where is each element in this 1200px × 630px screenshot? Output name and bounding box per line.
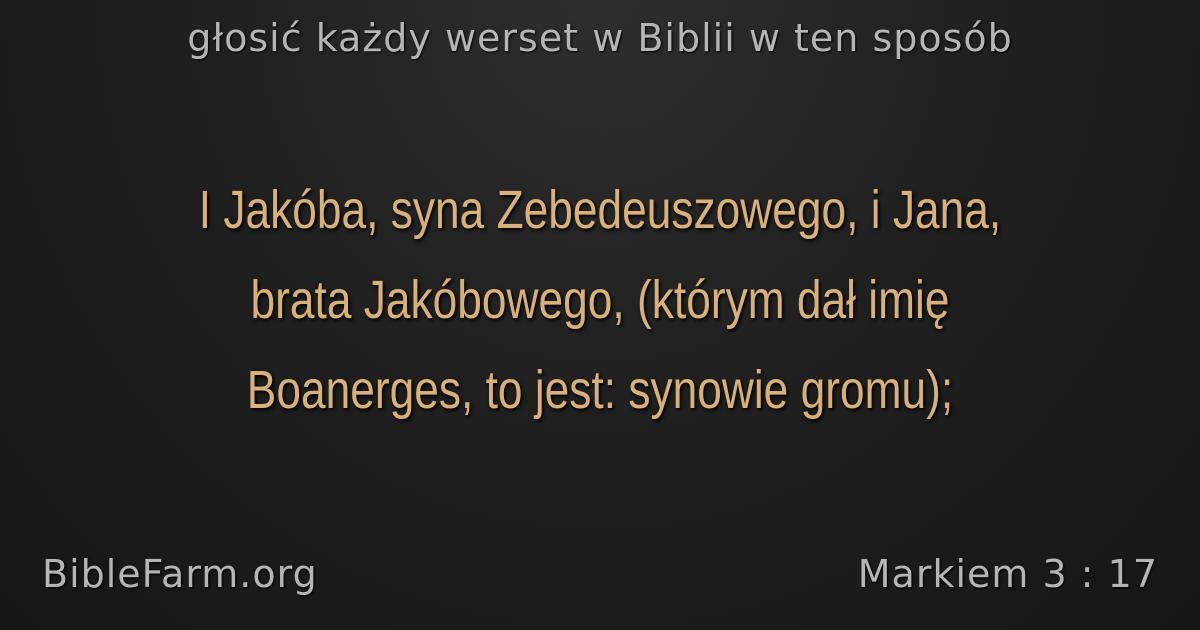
verse-reference: Markiem 3 : 17 xyxy=(857,552,1158,596)
tagline: głosić każdy werset w Biblii w ten sposób xyxy=(187,16,1013,60)
site-name: BibleFarm.org xyxy=(42,552,318,596)
verse-line: Boanerges, to jest: synowie gromu); xyxy=(246,360,954,420)
verse-line: brata Jakóbowego, (którym dał imię xyxy=(250,270,950,330)
verse-line: I Jakóba, syna Zebedeuszowego, i Jana, xyxy=(198,180,1002,240)
verse-text xyxy=(141,165,1059,435)
